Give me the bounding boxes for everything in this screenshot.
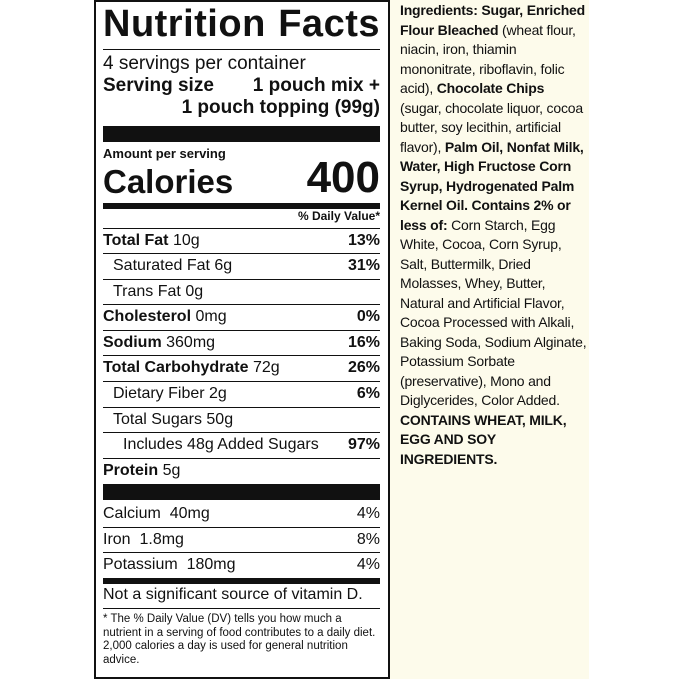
serving-size-value-2: 1 pouch topping (99g) bbox=[181, 97, 380, 118]
nutrient-row-trans-fat bbox=[103, 279, 380, 304]
ingredients-text: Corn Starch, Egg White, Cocoa, Corn Syrup, Salt, Buttermilk, Dried Molasses, Whey, Butter, Natural and Artificial Flavor, Cocoa Processed with Alkali, Baking Soda, Sodium Alginate, Potassium Sorbate (preservative), Mono and Diglycerides, Color Added. bbox=[400, 216, 587, 408]
nutrient-amount: 10g bbox=[172, 232, 200, 249]
title-facts: Facts bbox=[278, 3, 380, 45]
mineral-amount: 40mg bbox=[169, 504, 210, 522]
mineral-row-iron bbox=[103, 527, 380, 552]
mineral-dv: 4% bbox=[356, 504, 380, 522]
divider bbox=[103, 608, 380, 609]
nutrient-amount: 50g bbox=[206, 411, 234, 428]
mineral-dv: 4% bbox=[356, 556, 380, 573]
serving-size-value-1: 1 pouch mix + bbox=[252, 75, 380, 96]
serving-size-label: Serving size bbox=[103, 75, 214, 96]
mineral-row-calcium bbox=[103, 501, 380, 526]
mineral-label: Calcium bbox=[103, 504, 161, 522]
nutrient-row-cholesterol bbox=[103, 304, 380, 329]
nutrient-dv: 6% bbox=[356, 385, 380, 402]
nutrient-label: Trans Fat bbox=[113, 283, 181, 300]
nutrient-label: Total Fat bbox=[103, 232, 169, 249]
title-nutrition: Nutrition bbox=[103, 3, 266, 45]
nutrient-row-dietary-fiber bbox=[103, 381, 380, 406]
nutrient-label: Dietary Fiber bbox=[113, 385, 205, 402]
ingredients-text-bold: Palm Oil, Nonfat Milk, Water, High Fructose Corn Syrup, Hydrogenated Palm Kernel Oil. Contains 2% or less of: bbox=[400, 138, 584, 233]
ingredients-text: (sugar, chocolate liquor, cocoa butter, soy lecithin, artificial flavor), bbox=[400, 99, 583, 155]
mineral-dv: 8% bbox=[356, 531, 380, 548]
nutrient-dv: 31% bbox=[347, 257, 380, 274]
nutrient-row-added-sugars bbox=[103, 432, 380, 457]
daily-value-footnote: * The % Daily Value (DV) tells you how much a nutrient in a serving of food contributes to a daily diet. 2,000 calories a day is used for general nutrition advice. bbox=[103, 613, 376, 666]
nutrient-amount: 6g bbox=[214, 257, 233, 274]
nutrient-label: Includes 48g Added Sugars bbox=[123, 436, 319, 453]
nutrient-amount: 0g bbox=[185, 283, 204, 300]
calories-value: 400 bbox=[306, 153, 380, 202]
servings-per-container: 4 servings per container bbox=[103, 53, 306, 74]
nutrition-facts-label bbox=[94, 0, 390, 679]
thick-divider bbox=[103, 484, 380, 500]
nutrient-dv: 16% bbox=[347, 334, 380, 351]
nutrient-row-total-fat bbox=[103, 228, 380, 253]
nutrient-label: Total Sugars bbox=[113, 411, 202, 428]
ingredients-segment bbox=[400, 2, 586, 408]
nutrient-label: Protein bbox=[103, 462, 159, 479]
calories-label: Calories bbox=[103, 163, 234, 200]
mineral-amount: 180mg bbox=[186, 556, 236, 573]
mineral-amount: 1.8mg bbox=[139, 531, 184, 548]
nutrient-label: Saturated Fat bbox=[113, 257, 210, 274]
amount-per-serving: Amount per serving bbox=[103, 146, 226, 161]
ingredients-text-bold: Ingredients: Sugar, Enriched Flour Bleached bbox=[400, 2, 585, 38]
nutrient-dv: 26% bbox=[347, 359, 380, 376]
allergen-statement: CONTAINS WHEAT, MILK, EGG AND SOY INGREDIENTS. bbox=[400, 411, 567, 467]
nutrient-amount: 360mg bbox=[166, 334, 216, 351]
nutrient-row-total-carbohydrate bbox=[103, 355, 380, 380]
mineral-row-potassium bbox=[103, 552, 380, 577]
nutrient-row-sodium bbox=[103, 330, 380, 355]
nutrient-dv: 13% bbox=[347, 232, 380, 249]
nutrient-dv: 97% bbox=[347, 436, 380, 453]
mineral-label: Iron bbox=[103, 531, 131, 548]
nutrient-amount: 72g bbox=[252, 359, 280, 376]
nutrient-row-total-sugars bbox=[103, 407, 380, 432]
nutrition-facts-title bbox=[103, 2, 380, 46]
nutrient-row-protein bbox=[103, 458, 380, 483]
nutrient-label: Sodium bbox=[103, 334, 162, 351]
ingredients-text-bold: Chocolate Chips bbox=[436, 80, 545, 96]
nutrient-amount: 2g bbox=[209, 385, 227, 402]
nutrient-dv: 0% bbox=[356, 308, 380, 325]
mineral-label: Potassium bbox=[103, 556, 178, 573]
ingredients-list bbox=[400, 1, 588, 469]
ingredients-text: (wheat flour, niacin, iron, thiamin mononitrate, riboflavin, folic acid), bbox=[400, 21, 576, 96]
nutrient-label: Cholesterol bbox=[103, 308, 192, 325]
daily-value-header: % Daily Value* bbox=[297, 209, 380, 223]
nutrient-label: Total Carbohydrate bbox=[103, 359, 249, 376]
nutrient-amount: 5g bbox=[162, 462, 181, 479]
nutrient-row-saturated-fat bbox=[103, 253, 380, 278]
serving-size-row bbox=[103, 75, 380, 97]
divider bbox=[103, 49, 380, 50]
thick-divider bbox=[103, 126, 380, 142]
nutrient-amount: 0mg bbox=[195, 308, 227, 325]
calories-row bbox=[103, 154, 380, 202]
vitamin-d-note: Not a significant source of vitamin D. bbox=[103, 586, 363, 603]
